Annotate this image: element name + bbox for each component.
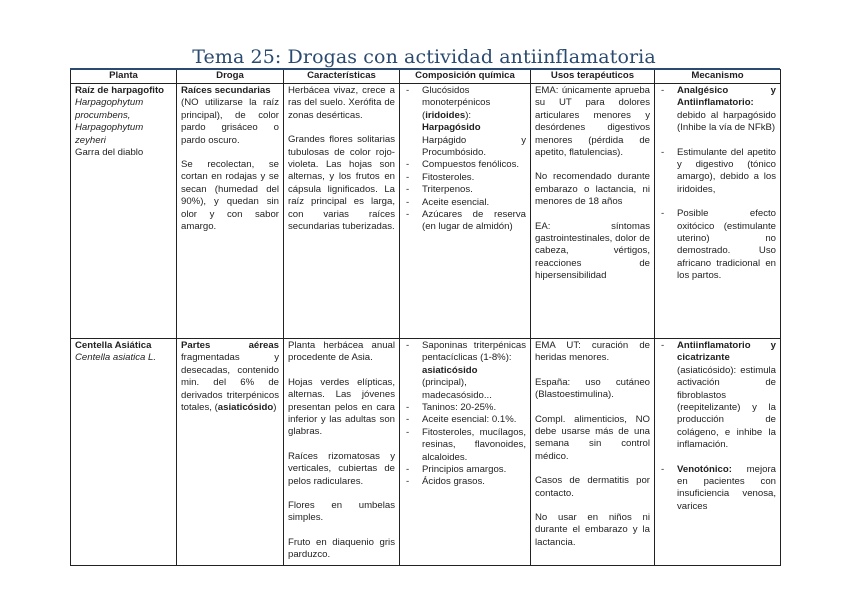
composicion-item: - Glucósidos monoterpénicos (iridoides): Harpagósido Harpágido y Procumbósido. bbox=[404, 85, 526, 159]
composicion-item: - Saponinas triterpénicas pentacíclicas (1-8%): asiaticósido (principal), madecasósido... bbox=[404, 340, 526, 402]
composicion-item: - Aceite esencial: 0.1%. bbox=[404, 414, 526, 426]
composicion-item: - Principios amargos. bbox=[404, 464, 526, 476]
planta-common-name: Raíz de harpagofito bbox=[75, 85, 165, 96]
mecanismo-cell bbox=[655, 84, 781, 339]
uso-text: Compl. alimenticios, NO debe usarse más de una semana sin control médico. bbox=[535, 413, 650, 462]
header-usos: Usos terapéuticos bbox=[531, 70, 655, 84]
droga-part: Partes aéreas bbox=[181, 340, 279, 351]
caracteristica-text: Fruto en diaquenio gris parduzco. bbox=[288, 536, 395, 561]
uso-text: Casos de dermatitis por contacto. bbox=[535, 475, 650, 499]
planta-latin-name: Centella asiatica L. bbox=[75, 352, 157, 364]
header-mecanismo: Mecanismo bbox=[655, 70, 781, 84]
uso-text: EA: síntomas gastrointestinales, dolor de cabeza, vértigos, reacciones de hipersensibilidad bbox=[535, 220, 650, 282]
table-header-row bbox=[71, 70, 781, 84]
uso-text: EMA: únicamente aprueba su UT para dolores articulares menores y desórdenes digestivos menores (pérdida de apetito, flatulencias). bbox=[535, 85, 650, 159]
page-title: Tema 25: Drogas con actividad antiinflamatoria bbox=[192, 46, 656, 68]
planta-latin-name: Harpagophytum procumbens, bbox=[75, 97, 144, 121]
caracteristica-text: Flores en umbelas simples. bbox=[288, 500, 395, 524]
header-caracteristicas: Características bbox=[284, 70, 400, 84]
composicion-item: - Triterpenos. bbox=[404, 184, 526, 196]
droga-preparation: Se recolectan, se cortan en rodajas y se secan (humedad del 90%), y quedan sin olor y con sabor amargo. bbox=[181, 159, 279, 233]
composicion-item: - Aceite esencial. bbox=[404, 197, 526, 209]
usos-cell bbox=[531, 84, 655, 339]
header-droga: Droga bbox=[177, 70, 284, 84]
planta-cell bbox=[71, 339, 177, 566]
table-row bbox=[71, 84, 781, 339]
caracteristica-text: Grandes flores solitarias tubulosas de color rojo-violeta. Las hojas son alternas, y los frutos en cápsula lignificados. La raíz principal es larga, con varias raíces secundarias tuberizadas. bbox=[288, 134, 395, 233]
uso-text: España: uso cutáneo (Blastoestimulina). bbox=[535, 376, 650, 401]
caracteristica-text: Herbácea vivaz, crece a ras del suelo. Xerófita de zonas desérticas. bbox=[288, 85, 395, 121]
title-underline bbox=[70, 68, 780, 70]
caracteristicas-cell bbox=[284, 339, 400, 566]
planta-cell bbox=[71, 84, 177, 339]
mecanismo-item: - Estimulante del apetito y digestivo (tónico amargo), debido a los iridoides, bbox=[659, 147, 776, 197]
composicion-item: - Ácidos grasos. bbox=[404, 476, 526, 488]
composicion-item: - Fitosteroles. bbox=[404, 172, 526, 184]
uso-text: No recomendado durante embarazo o lactancia, ni menores de 18 años bbox=[535, 171, 650, 208]
mecanismo-item: - Analgésico y Antiinflamatorio: debido al harpagósido (Inhibe la vía de NFkB) bbox=[659, 85, 776, 135]
composicion-item: - Fitosteroles, mucílagos, resinas, flavonoides, alcaloides. bbox=[404, 427, 526, 464]
uso-text: EMA UT: curación de heridas menores. bbox=[535, 340, 650, 364]
planta-other-name: Garra del diablo bbox=[75, 147, 144, 159]
droga-part: Raíces secundarias bbox=[181, 85, 271, 96]
caracteristica-text: Hojas verdes elípticas, alternas. Las jóvenes presentan pelos en cara inferior y las adultas son glabras. bbox=[288, 376, 395, 438]
planta-common-name: Centella Asiática bbox=[75, 340, 152, 351]
droga-description: fragmentadas y desecadas, contenido min. del 6% de derivados triterpénicos totales, (asiaticósido) bbox=[181, 352, 279, 414]
droga-cell bbox=[177, 339, 284, 566]
uso-text: No usar en niños ni durante el embarazo y la lactancia. bbox=[535, 512, 650, 548]
composicion-cell bbox=[400, 84, 531, 339]
composicion-item: - Azúcares de reserva (en lugar de almidón) bbox=[404, 209, 526, 234]
mecanismo-item: - Venotónico: mejora en pacientes con insuficiencia venosa, varices bbox=[659, 464, 776, 514]
droga-cell bbox=[177, 84, 284, 339]
table-row bbox=[71, 339, 781, 566]
usos-cell bbox=[531, 339, 655, 566]
header-composicion: Composición química bbox=[400, 70, 531, 84]
mecanismo-item: - Posible efecto oxitócico (estimulante uterino) no demostrado. Uso africano tradicional en los partos. bbox=[659, 208, 776, 282]
mecanismo-cell bbox=[655, 339, 781, 566]
droga-description: (NO utilizarse la raíz principal), de color pardo grisáceo o pardo oscuro. bbox=[181, 97, 279, 146]
composicion-item: - Taninos: 20-25%. bbox=[404, 402, 526, 414]
composicion-cell bbox=[400, 339, 531, 566]
caracteristica-text: Raíces rizomatosas y verticales, cubiertas de pelos radiculares. bbox=[288, 450, 395, 487]
drug-table bbox=[70, 69, 781, 566]
composicion-item: - Compuestos fenólicos. bbox=[404, 159, 526, 171]
header-planta: Planta bbox=[71, 70, 177, 84]
mecanismo-item: - Antiinflamatorio y cicatrizante (asiaticósido): estimula activación de fibroblastos (reepitelizante) y la producción de colágeno, e inhibe la inflamación. bbox=[659, 340, 776, 452]
caracteristica-text: Planta herbácea anual procedente de Asia. bbox=[288, 340, 395, 364]
caracteristicas-cell bbox=[284, 84, 400, 339]
planta-latin-name: Harpagophytum zeyheri bbox=[75, 122, 144, 146]
